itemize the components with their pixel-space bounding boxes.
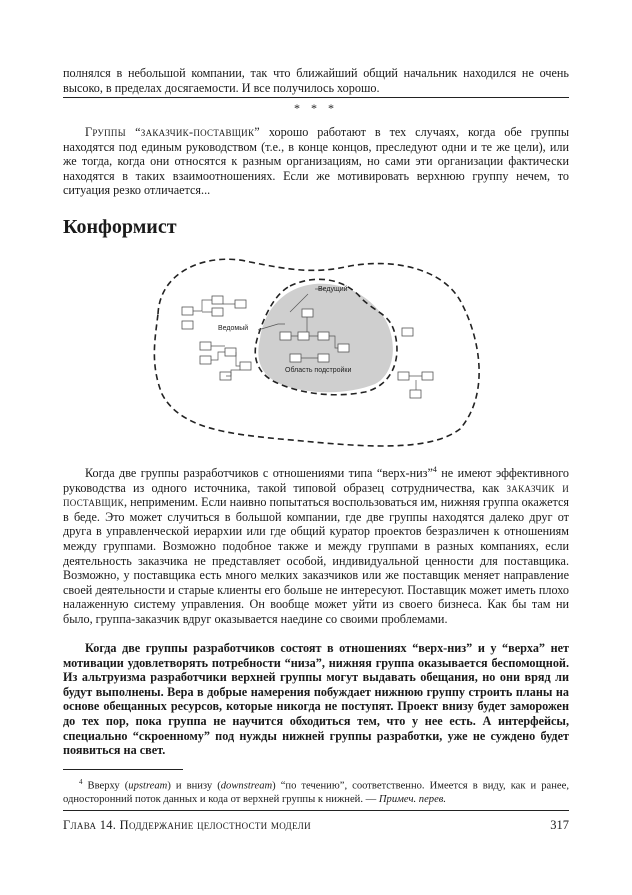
footnote-text-2: ) и внизу ( [167,780,221,792]
paragraph-2-b: не имеют эффективного руководства из одного источника, такой типовой образец сотрудничества, как [63,466,570,495]
page-number: 317 [550,818,569,832]
footnote-translator-note: Примеч. перев. [378,794,447,806]
section-separator: * * * [294,101,338,115]
footnote [63,776,569,807]
paragraph-2 [63,463,569,627]
term-customer-and-supplier: заказчик и поставщик [63,480,569,510]
paragraph-2-a: Когда две группы разработчиков с отношениями типа “верх-низ” [85,466,433,481]
running-footer-chapter: Глава 14. Поддержание целостности модели [63,818,311,832]
paragraph-2-c: , неприменим. Если наивно попытаться воспользоваться им, нижняя группа окажется в беде. Это может случиться в большой компании, где две группы находятся далеко друг от друга в управленческой иерархии или где общий куратор проектов безразличен к отношениям между группами. Возможно подобное также и между группами в разных компаниях, если деятельность заказчика не представляет особой, индивидуальной ценности для поставщика. Возможно, у поставщика есть много мелких заказчиков или же поставщик меняет направление своей деятельности и старые клиенты его больше не интересуют. Поставщик может иметь плохо налаженную систему управления. Он вообще может уйти из своего бизнеса. Как бы там ни было, группа-заказчик вдруг оказывается наедине со своими проблемами. [63,495,569,626]
paragraph-1 [63,125,569,198]
footnote-text-1: Вверху ( [82,780,129,792]
footnote-ref[interactable]: 4 [432,465,437,474]
pattern-summary: Когда две группы разработчиков состоят в отношениях “верх-низ” и у “верха” нет мотивации удовлетворять потребности “низа”, нижняя группа оказывается беспомощной. Из альтруизма разработчики верхней группы могут выдавать обещания, но они вряд ли будут выполнены. Вера в добрые намерения побуждает нижнюю группу строить планы на основе обещанных ресурсов, которые никогда не поступят. Проект внизу будет заморожен до тех пор, пока группа не научится обходиться тем, что у нее есть. А интерфейсы, специально “скроенному” под нужды нижней группы разработки, уже не суждено будет появиться на свет. [63,641,569,758]
top-paragraph: полнялся в небольшой компании, так что ближайший общий начальник находился не очень высоко, в пределах досягаемости. И все получилось хорошо. [63,66,569,95]
footnote-rule [63,769,183,770]
label-leader: Ведущий [318,286,348,293]
term-customer-supplier: Группы “заказчик-поставщик” [85,125,260,139]
label-adaptation-area: Область подстройки [285,367,352,374]
header-rule [63,97,569,98]
follower-model-boxes [182,296,251,380]
section-title: Конформист [63,216,177,238]
paragraph-1-text: хорошо работают в тех случаях, когда обе группы находятся под единым руководством (т.е., в конце концов, преследуют одни и те же цели), или же тогда, когда они относятся к разным организациям, но сами эти организации фактически находятся в таких взаимоотношениях. Если же мотивировать верхнюю группу нечем, то ситуация резко отличается... [63,125,570,198]
footnote-downstream: downstream [220,780,273,792]
conformist-diagram [140,244,490,454]
label-follower: Ведомый [218,325,249,332]
footnote-text-3: ) “по течению”, соответственно. Имеется в виду, как и ранее, односторонний поток данных и кода от верхней группы к нижней. — [63,780,569,806]
footnote-number: 4 [79,778,83,786]
right-model-boxes [398,328,433,398]
footer-rule [63,810,569,811]
footnote-upstream: upstream [128,780,168,792]
